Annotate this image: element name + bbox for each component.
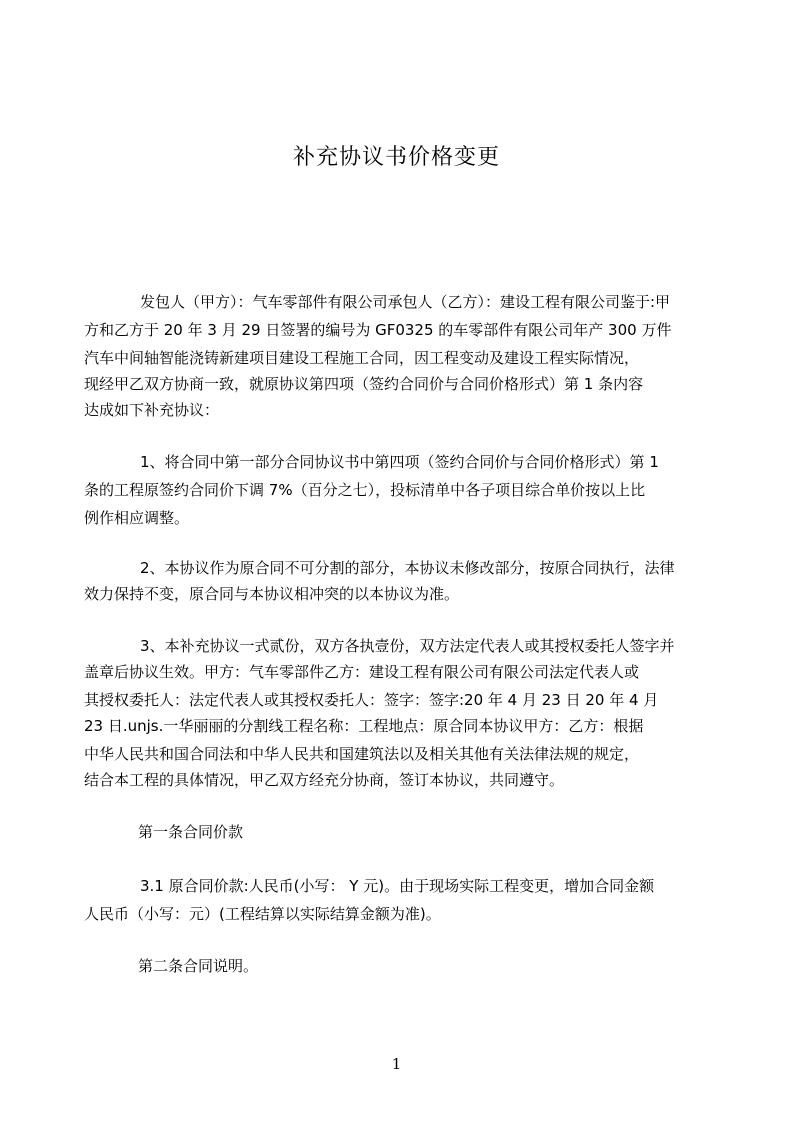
paragraph-4-line-5: 中华人民共和国合同法和中华人民共和国建筑法以及相关其他有关法律法规的规定， <box>84 745 640 763</box>
paragraph-1-line-4: 现经甲乙双方协商一致，就原协议第四项（签约合同价与合同价格形式）第 1 条内容 <box>84 375 644 393</box>
paragraph-1-line-2: 方和乙方于 20 年 3 月 29 日签署的编号为 GF0325 的车零部件有限公司年产 300 万件 <box>84 321 672 339</box>
paragraph-2-line-3: 例作相应调整。 <box>84 509 190 527</box>
paragraph-4-line-1: 3、本补充协议一式贰份，双方各执壹份，双方法定代表人或其授权委托人签字并 <box>140 637 675 655</box>
paragraph-1-line-1: 发包人（甲方）：气车零部件有限公司承包人（乙方）：建设工程有限公司鉴于:甲 <box>140 293 671 311</box>
paragraph-2-line-2: 条的工程原签约合同价下调 7%（百分之七），投标清单中各子项目综合单价按以上比 <box>84 481 646 499</box>
paragraph-5-line-1: 3.1 原合同价款:人民币(小写： Y 元)。由于现场实际工程变更，增加合同金额 <box>140 877 655 895</box>
document-title: 补充协议书价格变更 <box>292 145 500 170</box>
paragraph-5-line-2: 人民币（小写：元）(工程结算以实际结算金额为准)。 <box>84 905 441 923</box>
paragraph-4-line-2: 盖章后协议生效。甲方：气车零部件乙方：建设工程有限公司有限公司法定代表人或 <box>84 663 640 681</box>
section-heading-2: 第二条合同说明。 <box>138 957 259 975</box>
paragraph-3-line-2: 效力保持不变，原合同与本协议相冲突的以本协议为准。 <box>84 585 460 603</box>
paragraph-4-line-6: 结合本工程的具体情况，甲乙双方经充分协商，签订本协议，共同遵守。 <box>84 771 565 789</box>
page-number: 1 <box>391 1055 402 1073</box>
paragraph-2-line-1: 1、将合同中第一部分合同协议书中第四项（签约合同价与合同价格形式）第 1 <box>140 453 659 471</box>
paragraph-4-line-3: 其授权委托人：法定代表人或其授权委托人：签字：签字:20 年 4 月 23 日 20 年 4 月 <box>84 691 659 709</box>
paragraph-1-line-5: 达成如下补充协议： <box>84 401 220 419</box>
paragraph-4-line-4: 23 日.unjs.一华丽丽的分割线工程名称：工程地点：原合同本协议甲方：乙方：根据 <box>84 717 644 735</box>
section-heading-1: 第一条合同价款 <box>138 823 244 841</box>
paragraph-3-line-1: 2、本协议作为原合同不可分割的部分，本协议未修改部分，按原合同执行，法律 <box>140 559 675 577</box>
paragraph-1-line-3: 汽车中间轴智能浇铸新建项目建设工程施工合同，因工程变动及建设工程实际情况， <box>84 349 640 367</box>
